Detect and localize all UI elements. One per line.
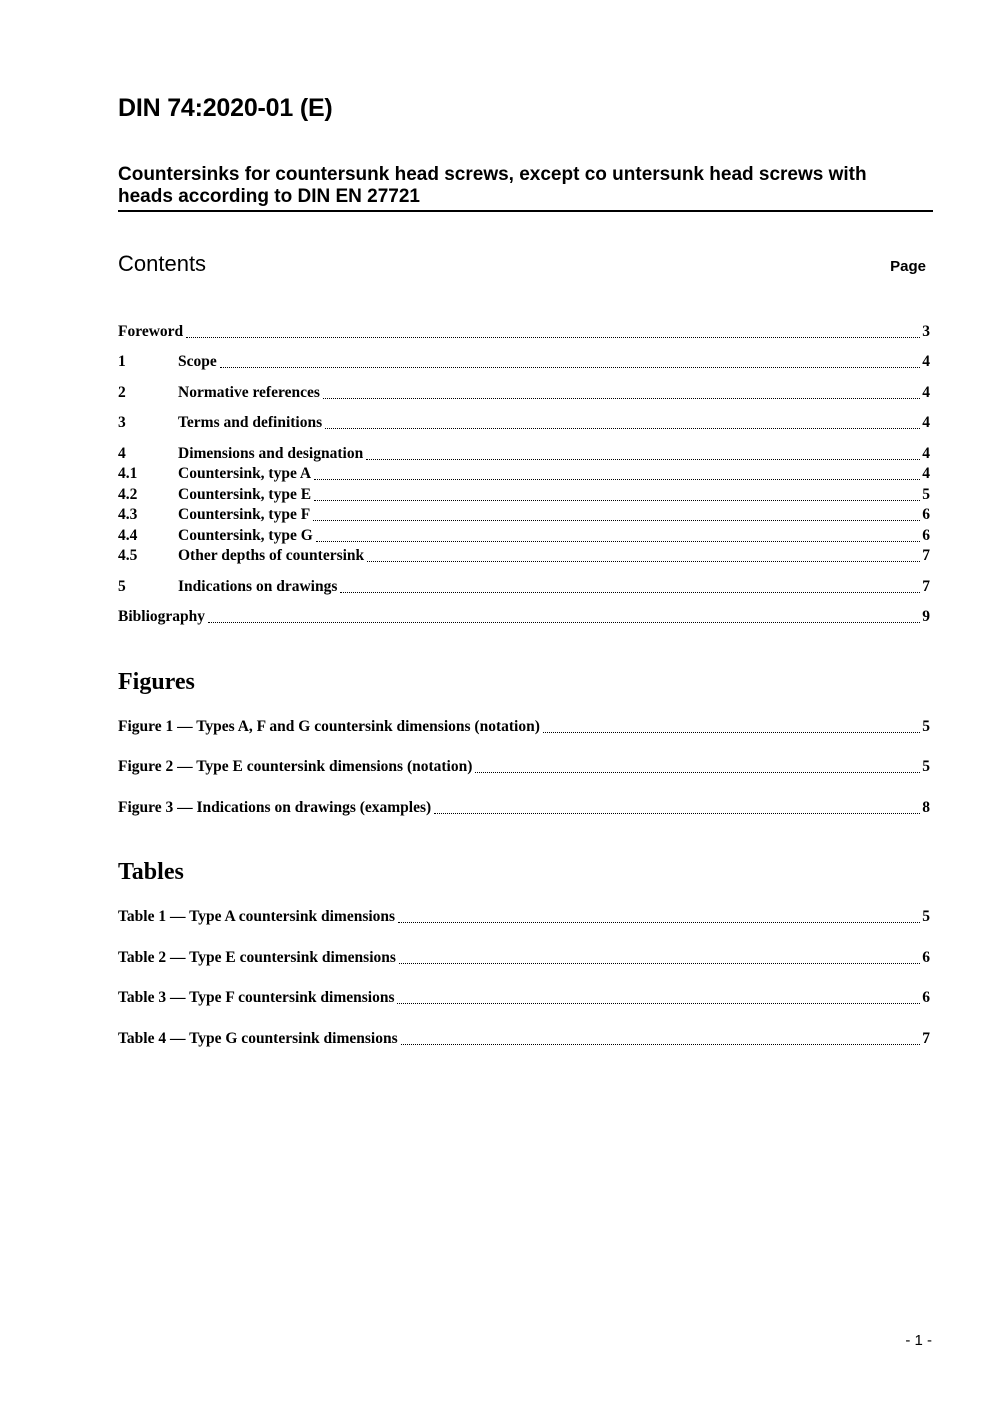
- document-title-line-2: heads according to DIN EN 27721: [118, 186, 420, 207]
- toc-entry-number: 5: [118, 578, 126, 595]
- page-column-label: Page: [890, 258, 926, 275]
- table-entry-text: Table 3 — Type F countersink dimensions: [118, 989, 395, 1006]
- toc-entry-text: Bibliography: [118, 608, 205, 625]
- toc-entry-countersink-type-a[interactable]: [118, 464, 930, 484]
- figure-entry-text: Figure 1 — Types A, F and G countersink dimensions (notation): [118, 718, 540, 735]
- toc-entry-countersink-type-g[interactable]: [118, 526, 930, 546]
- figure-entry-2[interactable]: [118, 757, 930, 777]
- dot-leader: [314, 499, 920, 501]
- toc-entry-number: 4.1: [118, 465, 138, 482]
- toc-entry-indications-drawings[interactable]: [118, 577, 930, 597]
- tables-heading: Tables: [118, 859, 184, 885]
- dot-leader: [313, 519, 920, 521]
- dot-leader: [186, 336, 920, 338]
- dot-leader: [401, 1043, 921, 1045]
- toc-entry-page: 5: [922, 486, 930, 503]
- toc-entry-text: Other depths of countersink: [178, 547, 365, 564]
- figure-entry-page: 5: [922, 758, 930, 775]
- dot-leader: [399, 962, 920, 964]
- figure-entry-3[interactable]: [118, 798, 930, 818]
- toc-entry-countersink-type-f[interactable]: [118, 505, 930, 525]
- toc-entry-page: 4: [922, 384, 930, 401]
- dot-leader: [475, 771, 920, 773]
- toc-entry-number: 4: [118, 445, 126, 462]
- figures-heading: Figures: [118, 669, 195, 695]
- table-entry-1[interactable]: [118, 907, 930, 927]
- toc-entry-text: Countersink, type E: [178, 486, 312, 503]
- toc-entry-normative-references[interactable]: [118, 383, 930, 403]
- toc-entry-page: 7: [922, 547, 930, 564]
- figure-entry-text: Figure 2 — Type E countersink dimensions (notation): [118, 758, 473, 775]
- document-title: [118, 164, 933, 212]
- table-entry-page: 6: [922, 989, 930, 1006]
- toc-entry-bibliography[interactable]: [118, 607, 930, 627]
- toc-entry-text: Scope: [178, 353, 217, 370]
- contents-heading: Contents: [118, 251, 207, 276]
- figure-entry-text: Figure 3 — Indications on drawings (examples): [118, 799, 432, 816]
- document-title-line-1: Countersinks for countersunk head screws, except co untersunk head screws with: [118, 164, 867, 185]
- dot-leader: [325, 427, 920, 429]
- dot-leader: [220, 366, 921, 368]
- toc-entry-dimensions-designation[interactable]: [118, 444, 930, 464]
- toc-entry-scope[interactable]: [118, 352, 930, 372]
- toc-entry-text: Terms and definitions: [178, 414, 323, 431]
- toc-entry-page: 9: [922, 608, 930, 625]
- toc-entry-number: 1: [118, 353, 126, 370]
- toc-entry-number: 2: [118, 384, 126, 401]
- page-number: - 1 -: [905, 1332, 932, 1349]
- toc-entry-page: 4: [922, 465, 930, 482]
- table-entry-page: 7: [922, 1030, 930, 1047]
- table-entry-page: 6: [922, 949, 930, 966]
- toc-entry-number: 4.5: [118, 547, 138, 564]
- toc-entry-other-depths[interactable]: [118, 546, 930, 566]
- toc-entry-page: 6: [922, 506, 930, 523]
- table-entry-2[interactable]: [118, 948, 930, 968]
- toc-entry-text: Dimensions and designation: [178, 445, 364, 462]
- toc-entry-number: 4.3: [118, 506, 138, 523]
- toc-entry-number: 4.4: [118, 527, 138, 544]
- toc-entry-countersink-type-e[interactable]: [118, 485, 930, 505]
- toc-entry-text: Countersink, type A: [178, 465, 312, 482]
- dot-leader: [366, 458, 920, 460]
- toc-entry-terms-definitions[interactable]: [118, 413, 930, 433]
- toc-entry-page: 7: [922, 578, 930, 595]
- dot-leader: [323, 397, 920, 399]
- toc-entry-text: Countersink, type F: [178, 506, 311, 523]
- dot-leader: [367, 560, 920, 562]
- toc-entry-page: 6: [922, 527, 930, 544]
- document-id: DIN 74:2020-01 (E): [118, 94, 333, 122]
- dot-leader: [340, 591, 920, 593]
- toc-entry-text: Foreword: [118, 323, 184, 340]
- dot-leader: [316, 540, 920, 542]
- dot-leader: [208, 621, 920, 623]
- table-entry-text: Table 4 — Type G countersink dimensions: [118, 1030, 398, 1047]
- toc-entry-text: Countersink, type G: [178, 527, 313, 544]
- figure-entry-1[interactable]: [118, 717, 930, 737]
- toc-entry-page: 4: [922, 353, 930, 370]
- toc-entry-page: 3: [922, 323, 930, 340]
- toc-entry-page: 4: [922, 414, 930, 431]
- dot-leader: [543, 731, 920, 733]
- toc-entry-number: 4.2: [118, 486, 138, 503]
- toc-entry-text: Indications on drawings: [178, 578, 338, 595]
- dot-leader: [434, 812, 920, 814]
- toc-entry-number: 3: [118, 414, 126, 431]
- table-entry-3[interactable]: [118, 988, 930, 1008]
- table-entry-4[interactable]: [118, 1029, 930, 1049]
- table-entry-text: Table 2 — Type E countersink dimensions: [118, 949, 396, 966]
- toc-entry-text: Normative references: [178, 384, 320, 401]
- dot-leader: [314, 478, 920, 480]
- figure-entry-page: 5: [922, 718, 930, 735]
- toc-entry-foreword[interactable]: [118, 322, 930, 342]
- figure-entry-page: 8: [922, 799, 930, 816]
- dot-leader: [398, 921, 920, 923]
- dot-leader: [397, 1002, 920, 1004]
- table-entry-page: 5: [922, 908, 930, 925]
- toc-entry-page: 4: [922, 445, 930, 462]
- table-entry-text: Table 1 — Type A countersink dimensions: [118, 908, 396, 925]
